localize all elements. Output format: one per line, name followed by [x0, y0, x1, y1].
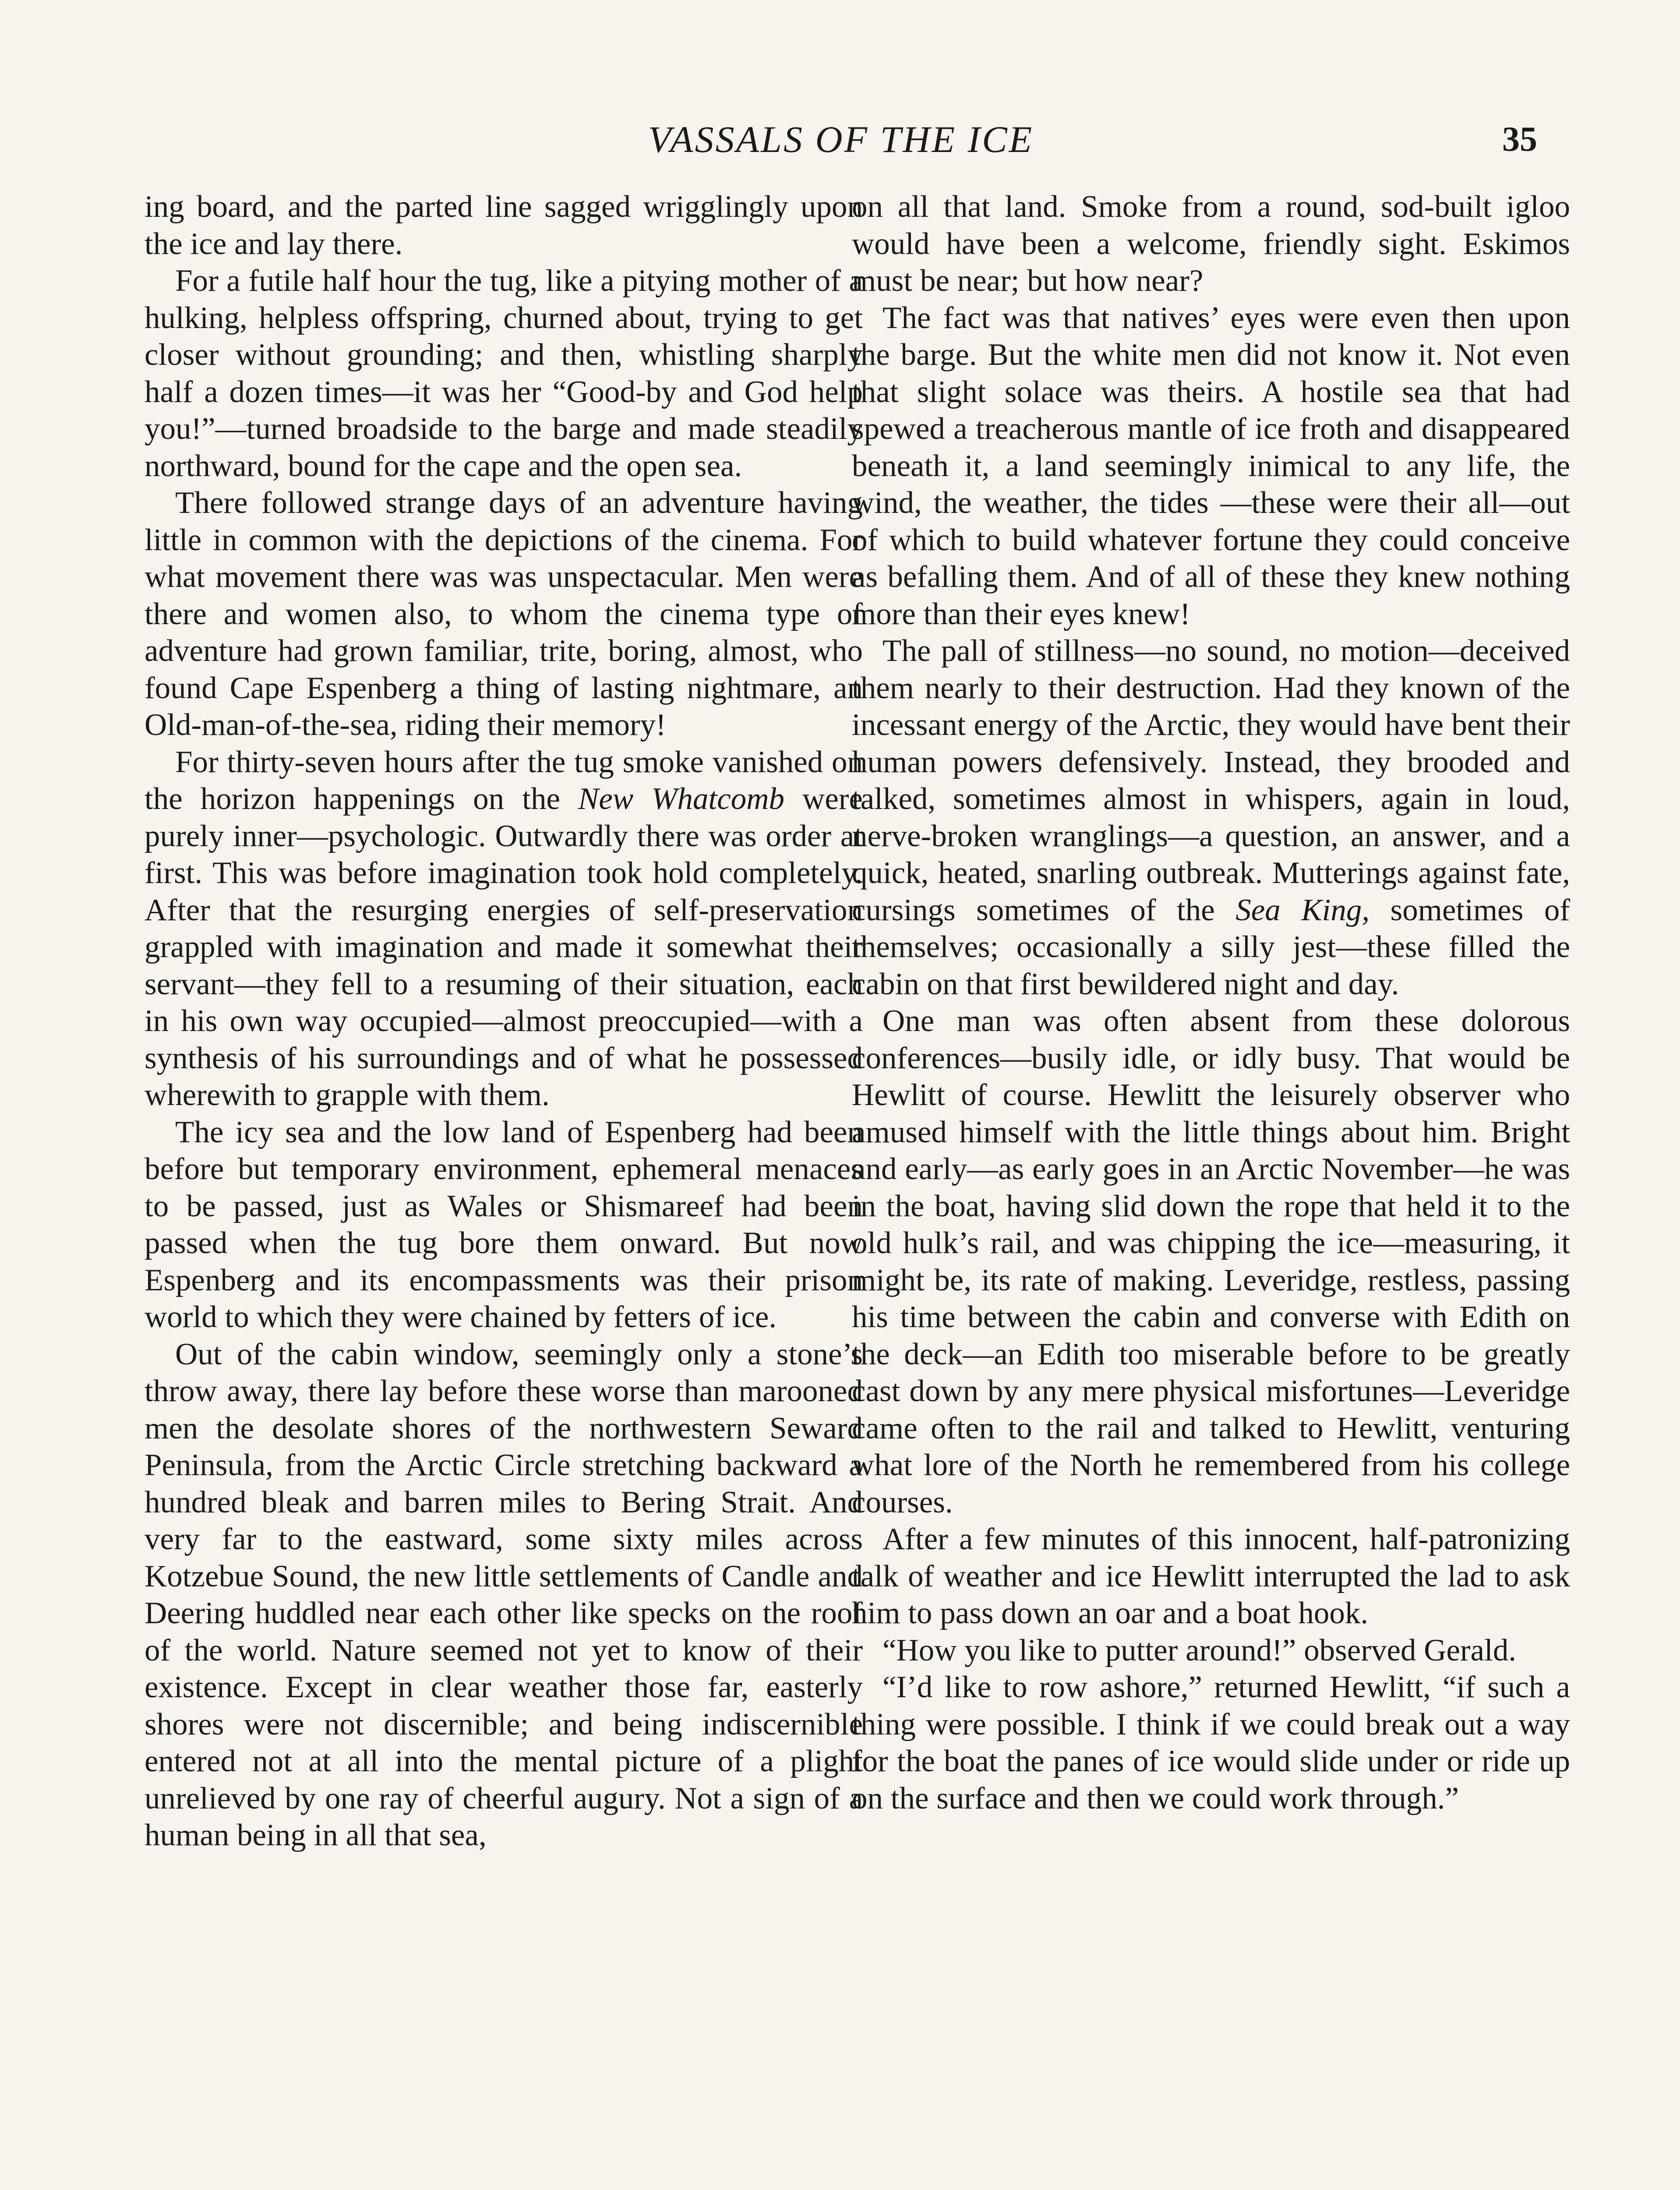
paragraph: ing board, and the parted line sagged wrigglingly upon the ice and lay there. [145, 190, 863, 261]
paragraph: on all that land. Smoke from a round, sod-built igloo would have been a welcome, friendly sight. Eskimos must be near; but how near? [852, 190, 1570, 298]
page-number: 35 [1502, 120, 1537, 159]
paragraph: One man was often absent from these dolorous conferences—busily idle, or idly busy. That would be Hewlitt of course. Hewlitt the leisurely observer who amused himself with the little things about him. Bright and early—as early goes in an Arctic November—he was in the boat, having slid down the rope that held it to the old hulk’s rail, and was chipping the ice—measuring, it might be, its rate of making. Leveridge, restless, passing his time between the cabin and converse with Edith on the deck—an Edith too miserable before to be greatly cast down by any mere physical misfortunes—Leveridge came often to the rail and talked to Hewlitt, venturing what lore of the North he remembered from his college courses. [852, 1004, 1570, 1519]
paragraph [145, 744, 863, 1114]
paragraph-text: The pall of stillness—no sound, no motion—deceived them nearly to their destruction. Had they known of the incessant energy of the Arctic, they would have bent their human powers defensively. Instead, they brooded and talked, sometimes almost in whispers, again in loud, nerve-broken wranglings—a question, an answer, and a quick, heated, snarling outbreak. Mutterings against fate, cursings sometimes of the [852, 634, 1570, 927]
paragraph: After a few minutes of this innocent, half-patronizing talk of weather and ice Hewlitt interrupted the lad to ask him to pass down an oar and a boat hook. [852, 1522, 1570, 1630]
paragraph-text: For thirty-seven hours after the tug smoke vanished on the horizon happenings on the [145, 745, 863, 816]
paragraph-text: were purely inner—psychologic. Outwardly there was order at first. This was before imagination took hold completely. After that the resurging energies of self-preservation grappled with imagination and made it somewhat their servant—they fell to a resuming of their situation, each in his own way occupied—almost preoccupied—with a synthesis of his surroundings and of what he possessed wherewith to grapple with them. [145, 782, 863, 1112]
paragraph: The fact was that natives’ eyes were even then upon the barge. But the white men did not know it. Not even that slight solace was theirs. A hostile sea that had spewed a treacherous mantle of ice froth and disappeared beneath it, a land seemingly inimical to any life, the wind, the weather, the tides —these were their all—out of which to build whatever fortune they could conceive as befalling them. And of all of these they knew nothing more than their eyes knew! [852, 300, 1570, 631]
running-title: VASSALS OF THE ICE [648, 118, 1034, 160]
paragraph: The icy sea and the low land of Espenberg had been before but temporary environment, ephemeral menaces to be passed, just as Wales or Shismareef had been passed when the tug bore them onward. But now Espenberg and its encompassments was their prison world to which they were chained by fetters of ice. [145, 1115, 863, 1334]
left-column [145, 188, 863, 1854]
paragraph: “How you like to putter around!” observed Gerald. [882, 1633, 1517, 1667]
paragraph: “I’d like to row ashore,” returned Hewlitt, “if such a thing were possible. I think if we could break out a way for the boat the panes of ice would slide under or ride up on the surface and then we could work through.” [852, 1670, 1570, 1816]
paragraph: For a futile half hour the tug, like a pitying mother of a hulking, helpless offspring, churned about, trying to get closer without grounding; and then, whistling sharply half a dozen times—it was her “Good-by and God help you!”—turned broadside to the barge and made steadily northward, bound for the cape and the open sea. [145, 264, 863, 483]
page-header [145, 117, 1537, 166]
paragraph [852, 632, 1570, 1003]
ship-name: Sea King, [1235, 893, 1370, 927]
ship-name: New Whatcomb [578, 782, 784, 816]
right-column [852, 188, 1570, 1817]
paragraph: Out of the cabin window, seemingly only a stone’s throw away, there lay before these worse than marooned men the desolate shores of the northwestern Seward Peninsula, from the Arctic Circle stretching backward a hundred bleak and barren miles to Bering Strait. And very far to the eastward, some sixty miles across Kotzebue Sound, the new little settlements of Candle and Deering huddled near each other like specks on the roof of the world. Nature seemed not yet to know of their existence. Except in clear weather those far, easterly shores were not discernible; and being indiscernible entered not at all into the mental picture of a plight unrelieved by one ray of cheerful augury. Not a sign of a human being in all that sea, [145, 1337, 863, 1852]
paragraph: There followed strange days of an adventure having little in common with the depictions of the cinema. For what movement there was was unspectacular. Men were there and women also, to whom the cinema type of adventure had grown familiar, trite, boring, almost, who found Cape Espenberg a thing of lasting nightmare, an Old-man-of-the-sea, riding their memory! [145, 486, 863, 742]
paragraph-text: sometimes of themselves; occasionally a silly jest—these filled the cabin on that first bewildered night and day. [852, 893, 1570, 1001]
